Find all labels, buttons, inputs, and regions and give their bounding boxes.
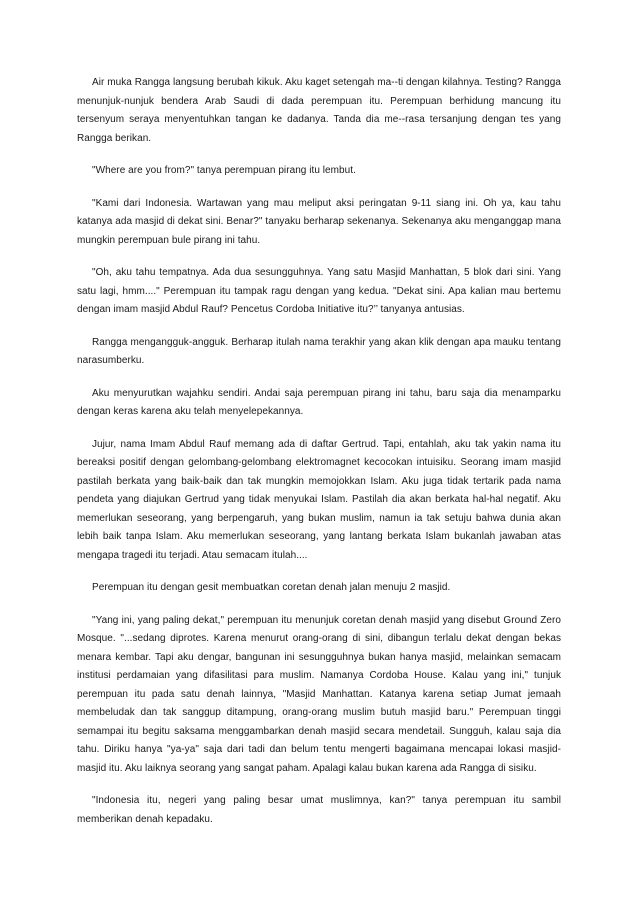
paragraph-3: "Kami dari Indonesia. Wartawan yang mau meliput aksi peringatan 9-11 siang ini. Oh ya, kau tahu katanya ada masjid di dekat sini. Benar?" tanyaku berharap sekenanya. Sekenanya aku menganggap mana mungkin perempuan bule pirang ini tahu.	[77, 197, 561, 246]
paragraph-4: "Oh, aku tahu tempatnya. Ada dua sesungguhnya. Yang satu Masjid Manhattan, 5 blok dari sini. Yang satu lagi, hmm...." Perempuan itu tampak ragu dengan yang kedua. "Dekat sini. Apa kalian mau bertemu dengan imam masjid Abdul Rauf? Pencetus Cordoba Initiative itu?’’ tanyanya antusias.	[77, 267, 561, 315]
paragraph-6: Aku menyurutkan wajahku sendiri. Andai saja perempuan pirang ini tahu, baru saja dia menamparku dengan keras karena aku telah menyelepekannya.	[77, 387, 561, 417]
paragraph-10: "Indonesia itu, negeri yang paling besar umat muslimnya, kan?" tanya perempuan itu sambil memberikan denah kepadaku.	[77, 795, 561, 825]
paragraph-1: Air muka Rangga langsung berubah kikuk. Aku kaget setengah ma--ti dengan kilahnya. Testing? Rangga menunjuk-nunjuk bendera Arab Saudi di dada perempuan itu. Perempuan berhidung mancung itu tersenyum seraya menyentuhkan tangan ke dadanya. Tanda dia me--rasa tersanjung dengan tes yang Rangga berikan.	[77, 77, 561, 144]
paragraph-2: "Where are you from?" tanya perempuan pirang itu lembut.	[92, 165, 356, 176]
paragraph-8: Perempuan itu dengan gesit membuatkan coretan denah jalan menuju 2 masjid.	[92, 582, 451, 593]
paragraph-7: Jujur, nama Imam Abdul Rauf memang ada di daftar Gertrud. Tapi, entahlah, aku tak yakin nama itu bereaksi positif dengan gelombang-gelombang elektromagnet kecocokan intuisiku. Seorang imam masjid pastilah berkata yang baik-baik dan tak mungkin memojokkan Islam. Aku juga tidak tertarik pada nama pendeta yang diajukan Gertrud yang tidak menyukai Islam. Pastilah dia akan berkata hal-hal negatif. Aku memerlukan seseorang, yang berpengaruh, yang bukan muslim, namun ia tak setuju bahwa dunia akan lebih baik tanpa Islam. Aku memerlukan seseorang, yang lantang berkata Islam bukanlah jawaban atas mengapa tragedi itu terjadi. Atau semacam itulah....	[77, 438, 561, 561]
paragraph-5: Rangga mengangguk-angguk. Berharap itulah nama terakhir yang akan klik dengan apa mauku tentang narasumberku.	[77, 336, 561, 366]
paragraph-9: "Yang ini, yang paling dekat," perempuan itu menunjuk coretan denah masjid yang disebut Ground Zero Mosque. "...sedang diprotes. Karena menurut orang-orang di sini, dibangun terlalu dekat dengan bekas menara kembar. Tapi aku dengar, bangunan ini sesungguhnya bukan hanya masjid, melainkan semacam institusi perdamaian yang difasilitasi para muslim. Namanya Cordoba House. Kalau yang ini," tunjuk perempuan itu pada satu denah lainnya, "Masjid Manhattan. Katanya karena setiap Jumat jemaah membeludak dan tak sanggup ditampung, orang-orang muslim butuh masjid baru." Perempuan tinggi semampai itu begitu saksama menggambarkan denah masjid secara mendetail. Sungguh, kalau saja dia tahu. Diriku hanya "ya-ya" saja dari tadi dan belum tentu mengerti bagaimana mencapai lokasi masjid-masjid itu. Aku laiknya seorang yang sangat paham. Apalagi kalau bukan karena ada Rangga di sisiku.	[77, 614, 561, 774]
